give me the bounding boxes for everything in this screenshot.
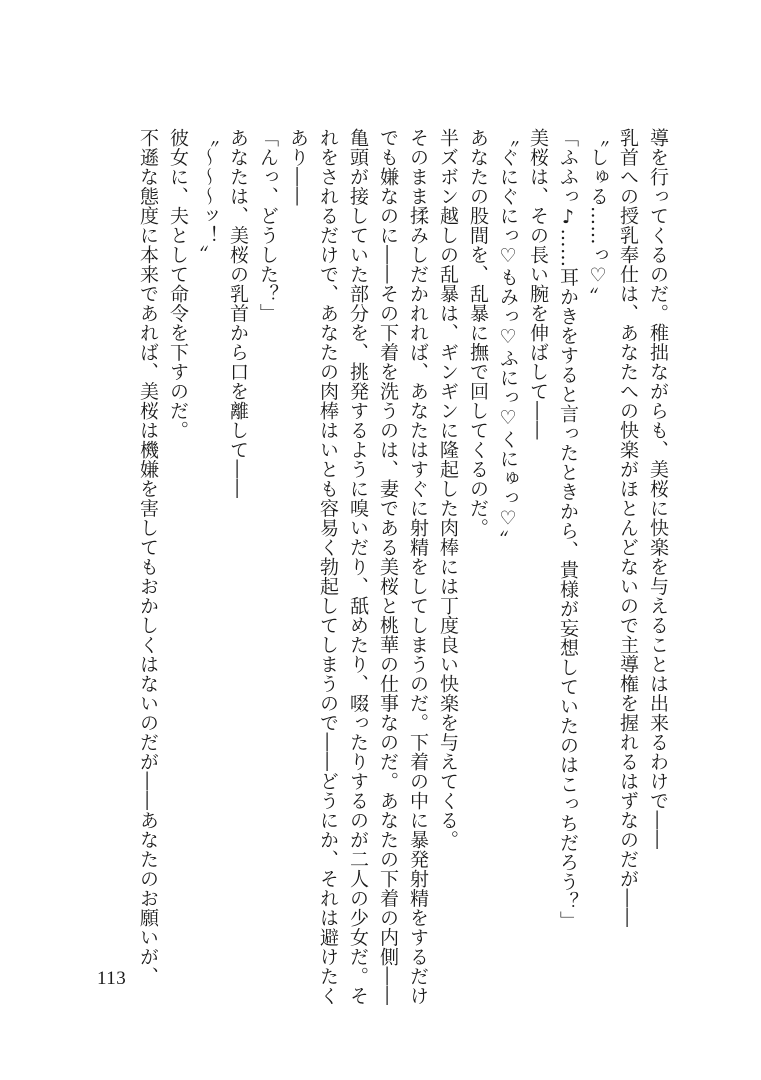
body-text — [133, 128, 673, 1006]
text-line: れをされるだけで、あなたの肉棒はいとも容易く勃起してしまうので――どうにか、それは避けたく — [317, 128, 339, 1006]
text-line: そのまま揉みしだかれれば、あなたはすぐに射精をしてしまうのだ。下着の中に暴発射精をするだけ — [407, 128, 429, 1006]
text-line: 〝しゅる……っ♡〟 — [587, 128, 609, 307]
text-line: 美桜は、その長い腕を伸ばして―― — [527, 128, 549, 440]
text-line: あなたの股間を、乱暴に撫で回してくるのだ。 — [467, 128, 489, 538]
text-line: 〝～～～ッ！〟 — [197, 128, 219, 265]
text-line: 〝ぐにぐにっ♡もみっ♡ふにっ♡くにゅっ♡〟 — [497, 128, 519, 550]
page-number: 113 — [97, 968, 127, 989]
text-line: あなたは、美桜の乳首から口を離して―― — [227, 128, 249, 499]
text-line: 彼女に、夫として命令を下すのだ。 — [167, 128, 189, 440]
text-line: 不遜な態度に本来であれば、美桜は機嫌を害してもおかしくはないのだが――あなたのお願いが、 — [137, 128, 159, 986]
text-line: 乳首への授乳奉仕は、あなたへの快楽がほとんどないので主導権を握れるはずなのだが―― — [617, 128, 639, 928]
text-line: あり―― — [287, 128, 309, 206]
text-line: 「んっ、どうした？」 — [257, 128, 279, 323]
text-line: 導を行ってくるのだ。稚拙ながらも、美桜に快楽を与えることは出来るわけで―― — [647, 128, 669, 850]
text-line: でも嫌なのに――その下着を洗うのは、妻である美桜と桃華の仕事なのだ。あなたの下着の内側―― — [377, 128, 399, 1006]
text-line: 亀頭が接していた部分を、挑発するように嗅いだり、舐めたり、啜ったりするのが二人の少女だ。そ — [347, 128, 369, 1006]
text-line: 半ズボン越しの乱暴は、ギンギンに隆起した肉棒には丁度良い快楽を与えてくる。 — [437, 128, 459, 850]
text-line: 「ふふっ♪……耳かきをすると言ったときから、貴様が妄想していたのはこっちだろう？」 — [557, 128, 579, 931]
